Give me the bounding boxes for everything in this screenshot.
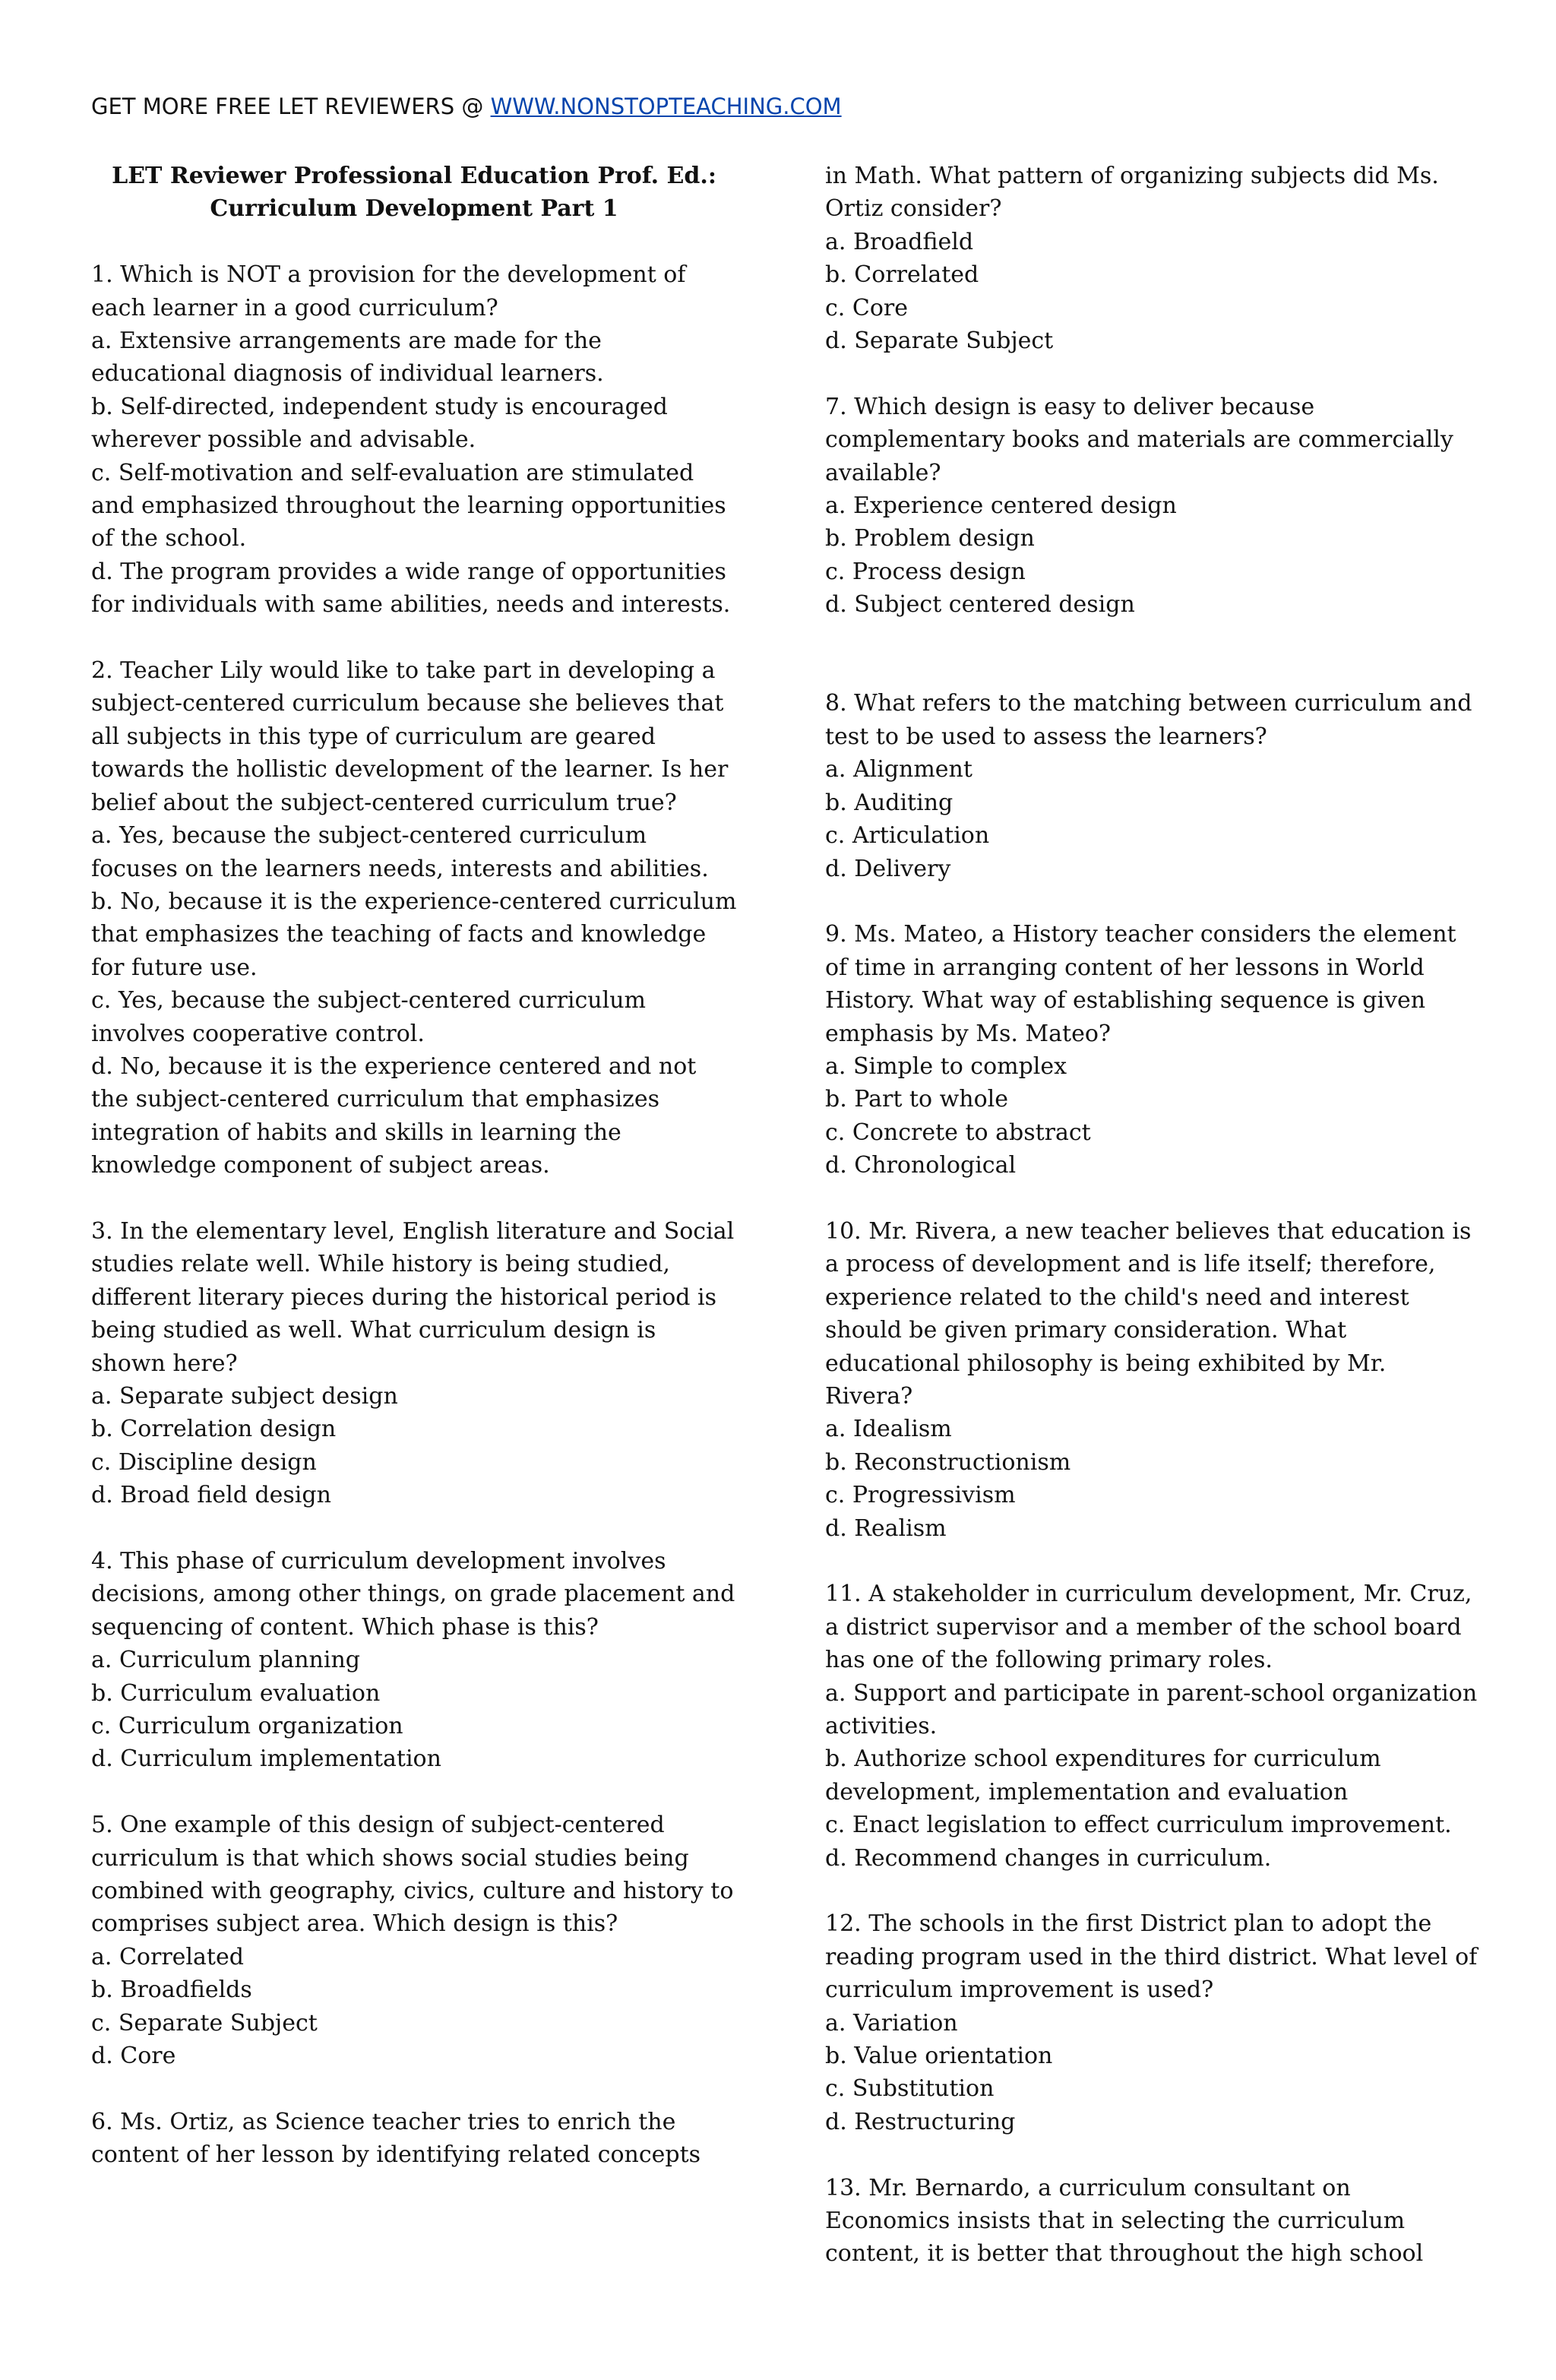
question-13: [825, 2172, 1479, 2271]
option-b: b. Reconstructionism: [825, 1448, 1071, 1476]
option-c: c. Core: [825, 294, 908, 321]
option-b: b. Authorize school expenditures for curriculum development, implementation and evaluation: [825, 1745, 1381, 1806]
option-b: b. Correlated: [825, 261, 979, 289]
question-1: [91, 258, 737, 621]
option-d: d. The program provides a wide range of opportunities for individuals with same abilities, needs and interests.: [91, 558, 731, 619]
question-stem: 5. One example of this design of subject-centered curriculum is that which shows social studies being combined with geography, civics, culture and history to comprises subject area. Which design is this?: [91, 1812, 734, 1938]
option-d: d. Restructuring: [825, 2108, 1016, 2135]
option-c: c. Separate Subject: [91, 2009, 318, 2037]
question-stem: 11. A stakeholder in curriculum development, Mr. Cruz, a district supervisor and a member of the school board has one of the following primary roles.: [825, 1581, 1472, 1674]
page-header: [91, 91, 842, 122]
header-text: GET MORE FREE LET REVIEWERS @: [91, 93, 491, 119]
option-b: b. Value orientation: [825, 2043, 1053, 2070]
question-10: [825, 1215, 1479, 1545]
option-d: d. Separate Subject: [825, 328, 1054, 355]
question-6-start: [91, 2106, 737, 2172]
question-stem: 4. This phase of curriculum development involves decisions, among other things, on grade placement and sequencing of content. Which phase is this?: [91, 1548, 735, 1641]
option-d: d. Core: [91, 2043, 176, 2070]
right-column: [825, 160, 1479, 2271]
question-stem: 3. In the elementary level, English literature and Social studies relate well. While history is being studied, different literary pieces during the historical period is being studied as well. What curriculum design is shown here?: [91, 1217, 735, 1377]
option-d: d. Delivery: [825, 855, 951, 882]
option-c: c. Articulation: [825, 822, 990, 850]
option-b: b. Curriculum evaluation: [91, 1679, 381, 1707]
question-9: [825, 918, 1479, 1182]
option-c: c. Curriculum organization: [91, 1713, 403, 1740]
option-b: b. Self-directed, independent study is encouraged wherever possible and advisable.: [91, 393, 668, 454]
option-a: a. Curriculum planning: [91, 1647, 360, 1674]
question-stem: 6. Ms. Ortiz, as Science teacher tries to enrich the content of her lesson by identifying related concepts: [91, 2108, 701, 2169]
question-12: [825, 1907, 1479, 2138]
option-a: a. Extensive arrangements are made for the educational diagnosis of individual learners.: [91, 328, 604, 388]
option-b: b. No, because it is the experience-centered curriculum that emphasizes the teaching of facts and knowledge for future use.: [91, 888, 737, 981]
option-d: d. Chronological: [825, 1152, 1017, 1179]
question-stem: 7. Which design is easy to deliver because complementary books and materials are commercially available?: [825, 393, 1453, 486]
question-stem: 12. The schools in the first District plan to adopt the reading program used in the third district. What level of curriculum improvement is used?: [825, 1910, 1478, 2004]
option-a: a. Yes, because the subject-centered curriculum focuses on the learners needs, interests and abilities.: [91, 822, 709, 882]
option-c: c. Substitution: [825, 2075, 995, 2103]
option-a: a. Variation: [825, 2009, 958, 2037]
question-6-continued: [825, 160, 1479, 357]
option-b: b. Problem design: [825, 525, 1035, 552]
question-stem: 2. Teacher Lily would like to take part in developing a subject-centered curriculum because she believes that all subjects in this type of curriculum are geared towards the hollistic development of the learner. Is her belief about the subject-centered curriculum true?: [91, 657, 729, 816]
option-c: c. Self-motivation and self-evaluation are stimulated and emphasized throughout the learning opportunities of the school.: [91, 459, 726, 552]
question-4: [91, 1545, 737, 1776]
question-8: [825, 687, 1479, 885]
left-column: [91, 160, 737, 2172]
option-c: c. Progressivism: [825, 1482, 1016, 1509]
question-5: [91, 1809, 737, 2072]
option-a: a. Experience centered design: [825, 492, 1177, 520]
document-title: [91, 160, 737, 226]
question-7: [825, 391, 1479, 622]
option-c: c. Discipline design: [91, 1448, 317, 1476]
option-d: d. Subject centered design: [825, 591, 1135, 619]
question-stem: 13. Mr. Bernardo, a curriculum consultant on Economics insists that in selecting the curriculum content, it is better that throughout the high school: [825, 2174, 1424, 2268]
option-d: d. Recommend changes in curriculum.: [825, 1844, 1272, 1872]
option-c: c. Enact legislation to effect curriculum improvement.: [825, 1812, 1452, 1839]
option-d: d. Realism: [825, 1514, 947, 1542]
title-line-2: Curriculum Development Part 1: [210, 195, 618, 223]
question-2: [91, 654, 737, 1182]
option-b: b. Auditing: [825, 789, 954, 816]
option-a: a. Correlated: [91, 1943, 244, 1970]
option-d: d. Broad field design: [91, 1482, 331, 1509]
option-c: c. Yes, because the subject-centered curriculum involves cooperative control.: [91, 987, 646, 1047]
question-stem: 1. Which is NOT a provision for the development of each learner in a good curriculum?: [91, 261, 686, 321]
option-a: a. Simple to complex: [825, 1052, 1067, 1080]
option-b: b. Correlation design: [91, 1416, 337, 1443]
option-a: a. Broadfield: [825, 228, 974, 255]
option-d: d. Curriculum implementation: [91, 1745, 441, 1773]
question-3: [91, 1215, 737, 1512]
option-d: d. No, because it is the experience centered and not the subject-centered curriculum that emphasizes integration of habits and skills in learning the knowledge component of subject areas.: [91, 1052, 697, 1179]
question-stem: 9. Ms. Mateo, a History teacher considers the element of time in arranging content of her lessons in World History. What way of establishing sequence is given emphasis by Ms. Mateo?: [825, 921, 1456, 1047]
option-a: a. Alignment: [825, 756, 972, 783]
website-link[interactable]: WWW.NONSTOPTEACHING.COM: [490, 93, 842, 119]
title-line-1: LET Reviewer Professional Education Prof. Ed.:: [112, 163, 716, 189]
question-11: [825, 1578, 1479, 1875]
option-a: a. Idealism: [825, 1416, 952, 1443]
option-a: a. Separate subject design: [91, 1382, 398, 1410]
question-stem-continued: in Math. What pattern of organizing subjects did Ms. Ortiz consider?: [825, 163, 1439, 223]
option-a: a. Support and participate in parent-school organization activities.: [825, 1679, 1478, 1740]
option-c: c. Concrete to abstract: [825, 1119, 1091, 1146]
option-c: c. Process design: [825, 558, 1026, 585]
option-b: b. Part to whole: [825, 1086, 1008, 1113]
option-b: b. Broadfields: [91, 1976, 252, 2004]
question-stem: 8. What refers to the matching between curriculum and test to be used to assess the learners?: [825, 690, 1472, 750]
question-stem: 10. Mr. Rivera, a new teacher believes that education is a process of development and is life itself; therefore, experience related to the child's need and interest should be given primary consideration. What educational philosophy is being exhibited by Mr. Rivera?: [825, 1217, 1472, 1410]
